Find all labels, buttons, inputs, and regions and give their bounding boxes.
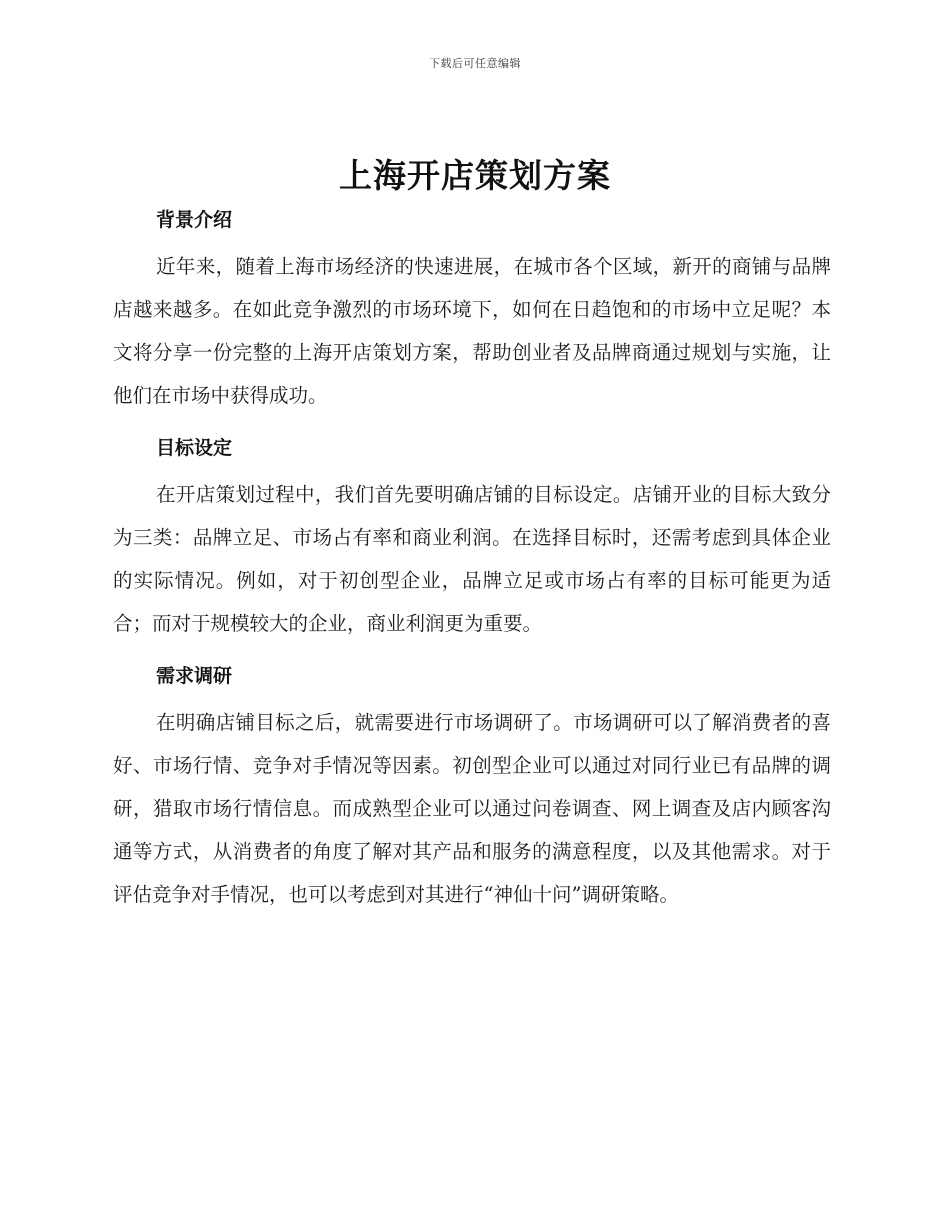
- document-body: [113, 203, 831, 930]
- section-heading: 目标设定: [156, 437, 233, 459]
- header-note: 下载后可任意编辑: [429, 57, 521, 70]
- section-paragraph: 在开店策划过程中，我们首先要明确店铺的目标设定。店铺开业的目标大致分为三类：品牌立足、市场占有率和商业利润。在选择目标时，还需考虑到具体企业的实际情况。例如，对于初创型企业，品牌立足或市场占有率的目标可能更为适合；而对于规模较大的企业，商业利润更为重要。: [113, 483, 831, 635]
- section-paragraph: 在明确店铺目标之后，就需要进行市场调研了。市场调研可以了解消费者的喜好、市场行情、竞争对手情况等因素。初创型企业可以通过对同行业已有品牌的调研，猎取市场行情信息。而成熟型企业可以通过问卷调查、网上调查及店内顾客沟通等方式，从消费者的角度了解对其产品和服务的满意程度，以及其他需求。对于评估竞争对手情况，也可以考虑到对其进行“神仙十问”调研策略。: [113, 711, 831, 906]
- section-goal-setting: [113, 431, 831, 645]
- section-heading: 背景介绍: [156, 209, 233, 231]
- section-paragraph: 近年来，随着上海市场经济的快速进展，在城市各个区域，新开的商铺与品牌店越来越多。在如此竞争激烈的市场环境下，如何在日趋饱和的市场中立足呢？本文将分享一份完整的上海开店策划方案，帮助创业者及品牌商通过规划与实施，让他们在市场中获得成功。: [113, 255, 831, 407]
- document-title: 上海开店策划方案: [339, 156, 611, 195]
- section-background: [113, 203, 831, 417]
- section-demand-research: [113, 659, 831, 916]
- section-heading: 需求调研: [156, 665, 233, 687]
